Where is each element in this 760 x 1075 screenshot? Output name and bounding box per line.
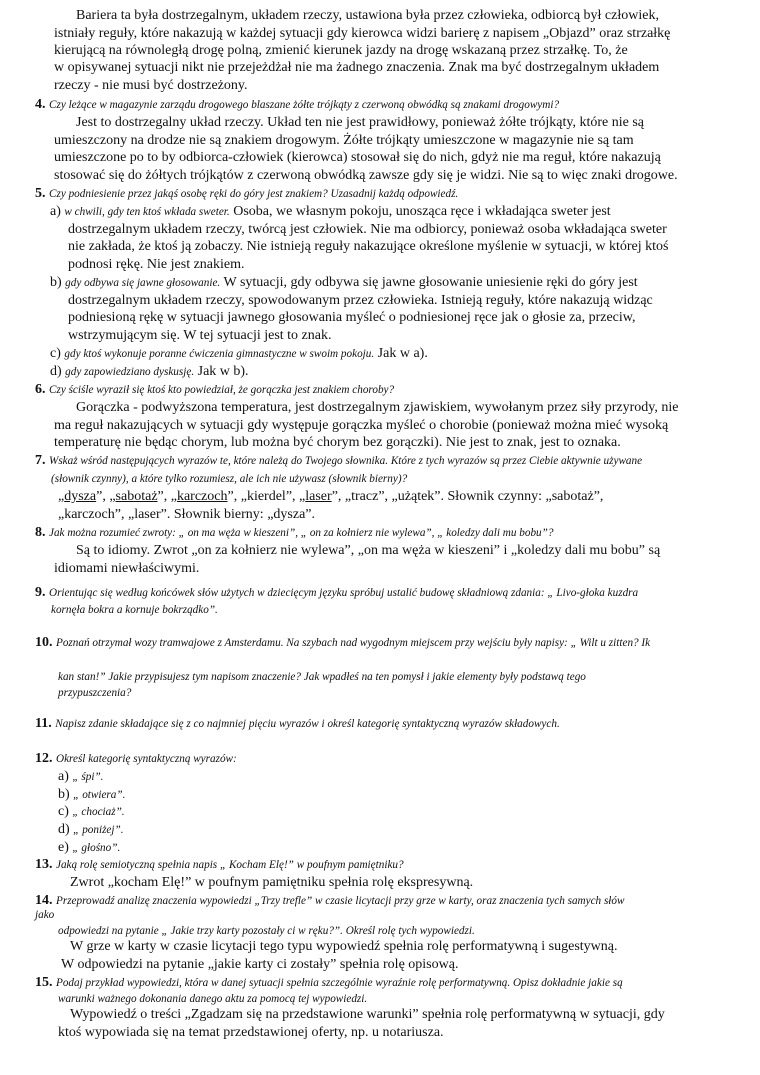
list-item	[58, 821, 124, 839]
question-text: Określ kategorię syntaktyczną wyrazów:	[56, 753, 237, 765]
question-text: odpowiedzi na pytanie „ Jakie trzy karty pozostały ci w ręku?”. Określ rolę tych wypowiedzi.	[58, 925, 475, 937]
list-item	[58, 839, 120, 857]
item-word: „ śpi”.	[72, 771, 104, 783]
question-text: jako	[35, 909, 55, 921]
item-label: b)	[58, 787, 70, 802]
sub-label: a)	[50, 204, 61, 219]
answer-line: dostrzegalnym układem rzeczy, spowodowanym przez człowieka. Istnieją reguły, które nakazują widząc	[68, 293, 653, 308]
question-12	[35, 750, 237, 768]
question-number: 11.	[35, 716, 52, 731]
answer-line: Są to idiomy. Zwrot „on za kołnierz nie wylewa”, „on ma węża w kieszeni” i „koledzy dali mu bobu” są	[76, 543, 661, 558]
sub-case: gdy zapowiedziano dyskusję.	[65, 366, 195, 378]
item-label: e)	[58, 840, 69, 855]
question-11	[35, 715, 560, 733]
word: użątek	[397, 489, 435, 504]
sub-answer-a	[50, 203, 611, 221]
item-word: „ otwiera”.	[73, 789, 126, 801]
question-number: 15.	[35, 975, 53, 990]
intro-line: istniały reguły, które nakazują w każdej sytuacji gdy kierowca widzi barierę z napisem „Objazd” oraz strzałkę	[54, 26, 671, 41]
word-list: „dysza”, „sabotaż”, „karczoch”, „kierdel”, „laser”, „tracz”, „użątek”. Słownik czynny: „sabotaż”,	[58, 489, 604, 504]
question-text: Napisz zdanie składające się z co najmniej pięciu wyrazów i określ kategorię syntaktyczną wyrazów składowych.	[55, 718, 560, 730]
question-9	[35, 584, 638, 602]
sub-answer-text: W sytuacji, gdy odbywa się jawne głosowanie uniesienie ręki do góry jest	[223, 275, 638, 290]
item-label: c)	[58, 804, 69, 819]
question-number: 12.	[35, 751, 53, 766]
item-word: „ głośno”.	[72, 842, 121, 854]
list-item	[58, 786, 125, 804]
question-number: 6.	[35, 382, 46, 397]
answer-line: Gorączka - podwyższona temperatura, jest dostrzegalnym zjawiskiem, wywołanym przez siły przyrody, nie	[76, 400, 679, 415]
sub-answer-d	[50, 363, 249, 381]
question-8	[35, 524, 553, 542]
sub-case: w chwili, gdy ten ktoś wkłada sweter.	[64, 206, 230, 218]
question-number: 7.	[35, 453, 46, 468]
question-13	[35, 856, 404, 874]
answer-line: wstrzymującym się. W tej sytuacji jest to znak.	[68, 328, 332, 343]
answer-line: stosować się do żółtych trójkątów z czerwoną obwódką zawsze gdy się je widzi. Nie są to więc znaki drogowe.	[54, 168, 678, 183]
question-text: kan stan!” Jakie przypisujesz tym napisom znaczenie? Jak wpadłeś na ten pomysł i jakie elementy były podstawą tego	[58, 671, 586, 683]
answer-line: W grze w karty w czasie licytacji tego typu wypowiedź spełnia rolę performatywną i sugestywną.	[70, 939, 618, 954]
active-word: laser	[134, 507, 161, 522]
question-text: (słownik czynny), a które tylko rozumiesz, ale ich nie używasz (słownik bierny)?	[51, 473, 408, 485]
question-4	[35, 96, 559, 114]
answer-line: nie zakłada, że ktoś ją zobaczy. Nie istnieją reguły nakazujące określone myślenie w sytuacji, w której ktoś	[68, 239, 669, 254]
answer-line: podnosi rękę. Nie jest znakiem.	[68, 257, 245, 272]
answer-line: temperaturę nie będąc chorym, lub można być chorym bez gorączki). Nie jest to znak, jest to oznaka.	[54, 435, 621, 450]
answer-line: Zwrot „kocham Elę!” w poufnym pamiętniku spełnia rolę ekspresywną.	[70, 875, 474, 890]
word: tracz	[351, 489, 379, 504]
active-label: Słownik czynny:	[447, 489, 543, 504]
question-text: Jaką rolę semiotyczną spełnia napis „ Kocham Elę!” w poufnym pamiętniku?	[56, 859, 404, 871]
word: sabotaż	[115, 489, 158, 504]
passive-label: Słownik bierny:	[173, 507, 264, 522]
answer-line: dostrzegalnym układem rzeczy, twórcą jest człowiek. Nie ma odbiorcy, ponieważ osoba wkładająca sweter	[68, 222, 667, 237]
word: dysza	[64, 489, 97, 504]
answer-line: ktoś wypowiada się na temat przedstawionej oferty, np. u notariusza.	[58, 1025, 444, 1040]
question-7	[35, 452, 642, 470]
question-text: Czy ściśle wyraził się ktoś kto powiedział, że gorączka jest znakiem choroby?	[49, 384, 395, 396]
item-label: d)	[58, 822, 70, 837]
sub-label: c)	[50, 346, 61, 361]
list-item	[58, 803, 125, 821]
question-text: Przeprowadź analizę znaczenia wypowiedzi „Trzy trefle” w czasie licytacji przy grze w karty, oraz znaczenia tych samych słów	[56, 895, 625, 907]
word: kierdel	[246, 489, 286, 504]
passive-word: dysza	[273, 507, 306, 522]
intro-line: kierującą na równoległą drogę polną, zmienić kierunek jazdy na drogę wskazaną przez strzałkę. To, że	[54, 43, 628, 58]
answer-line: W odpowiedzi na pytanie „jakie karty ci zostały” spełnia rolę opisową.	[61, 957, 459, 972]
question-text: Czy podniesienie przez jakąś osobę ręki do góry jest znakiem? Uzasadnij każdą odpowiedź.	[49, 188, 459, 200]
answer-line: ma reguł nakazujących w sytuacji gdy występuje gorączka myśleć o chorobie (ponieważ można mieć wysoką	[54, 418, 669, 433]
item-label: a)	[58, 769, 69, 784]
question-text: przypuszczenia?	[58, 687, 132, 699]
list-item	[58, 768, 103, 786]
item-word: „ chociaż”.	[72, 806, 125, 818]
question-5	[35, 185, 458, 203]
question-text: kornęła bokra a kornuje bokrządko”.	[51, 604, 218, 616]
word-list: „karczoch”, „laser”. Słownik bierny: „dysza”.	[58, 507, 316, 522]
sub-case: gdy odbywa się jawne głosowanie.	[65, 277, 221, 289]
question-number: 9.	[35, 585, 46, 600]
question-text: Czy leżące w magazynie zarządu drogowego blaszane żółte trójkąty z czerwoną obwódką są znakami drogowymi?	[49, 99, 560, 111]
question-text: Jak można rozumieć zwroty: „ on ma węża w kieszeni”, „ on za kołnierz nie wylewa”, „ koledzy dali mu bobu”?	[49, 527, 554, 539]
answer-line: podniesioną rękę w sytuacji jawnego głosowania myśleć o podniesionej ręce jak o głosie za, przeciw,	[68, 310, 636, 325]
active-word: karczoch	[64, 507, 115, 522]
sub-label: b)	[50, 275, 62, 290]
question-number: 14.	[35, 893, 53, 908]
sub-answer-c	[50, 345, 428, 363]
question-number: 10.	[35, 635, 53, 650]
question-10	[35, 634, 650, 652]
answer-line: Jest to dostrzegalny układ rzeczy. Układ ten nie jest prawidłowy, ponieważ żółte trójkąty, które nie są	[76, 115, 644, 130]
question-text: Poznań otrzymał wozy tramwajowe z Amsterdamu. Na szybach nad wygodnym miejscem przy wejściu były napisy: „ Wilt u zitten? Ik	[56, 637, 651, 649]
question-number: 4.	[35, 97, 46, 112]
answer-line: umieszczony na drodze nie są znakiem drogowym. Żółte trójkąty umieszczone w magazynie nie są tam	[54, 133, 634, 148]
item-word: „ poniżej”.	[73, 824, 124, 836]
sub-answer-text: Jak w a).	[377, 346, 428, 361]
question-6	[35, 381, 394, 399]
word: laser	[305, 489, 332, 504]
question-14	[35, 892, 624, 910]
word: karczoch	[176, 489, 228, 504]
answer-line: idiomami niewłaściwymi.	[54, 561, 200, 576]
sub-answer-text: Osoba, we własnym pokoju, unosząca ręce i wkładająca sweter jest	[233, 204, 611, 219]
question-text: Podaj przykład wypowiedzi, która w danej sytuacji spełnia szczególnie wyraźnie rolę performatywną. Opisz dokładnie jakie są	[56, 977, 623, 989]
active-word: sabotaż	[551, 489, 594, 504]
question-number: 8.	[35, 525, 46, 540]
question-text: warunki ważnego dokonania danego aktu za pomocą tej wypowiedzi.	[58, 993, 368, 1005]
question-number: 5.	[35, 186, 46, 201]
question-text: Wskaż wśród następujących wyrazów te, które należą do Twojego słownika. Które z tych wyrazów są przez Ciebie aktywnie używane	[49, 455, 643, 467]
answer-line: umieszczone po to by odbiorca-człowiek (kierowca) stosował się do nich, gdyż nie ma reguł, które nakazują	[54, 150, 661, 165]
sub-answer-text: Jak w b).	[197, 364, 249, 379]
sub-answer-b	[50, 274, 638, 292]
intro-line: Bariera ta była dostrzegalnym, układem rzeczy, ustawiona była przez człowieka, odbiorcą był człowiek,	[76, 8, 659, 23]
question-number: 13.	[35, 857, 53, 872]
answer-line: Wypowiedź o treści „Zgadzam się na przedstawione warunki” spełnia rolę performatywną w sytuacji, gdy	[70, 1007, 665, 1022]
intro-line: rzeczy - nie musi być dostrzeżony.	[54, 78, 248, 93]
sub-label: d)	[50, 364, 62, 379]
sub-case: gdy ktoś wykonuje poranne ćwiczenia gimnastyczne w swoim pokoju.	[64, 348, 375, 360]
intro-line: w opisywanej sytuacji nikt nie przejeżdżał nie ma żadnego znaczenia. Znak ma być dostrzegalnym układem	[54, 60, 660, 75]
question-text: Orientując się według końcówek słów użytych w dziecięcym języku spróbuj ustalić budowę składniową zdania: „ Livo-głoka kuzdra	[49, 587, 639, 599]
